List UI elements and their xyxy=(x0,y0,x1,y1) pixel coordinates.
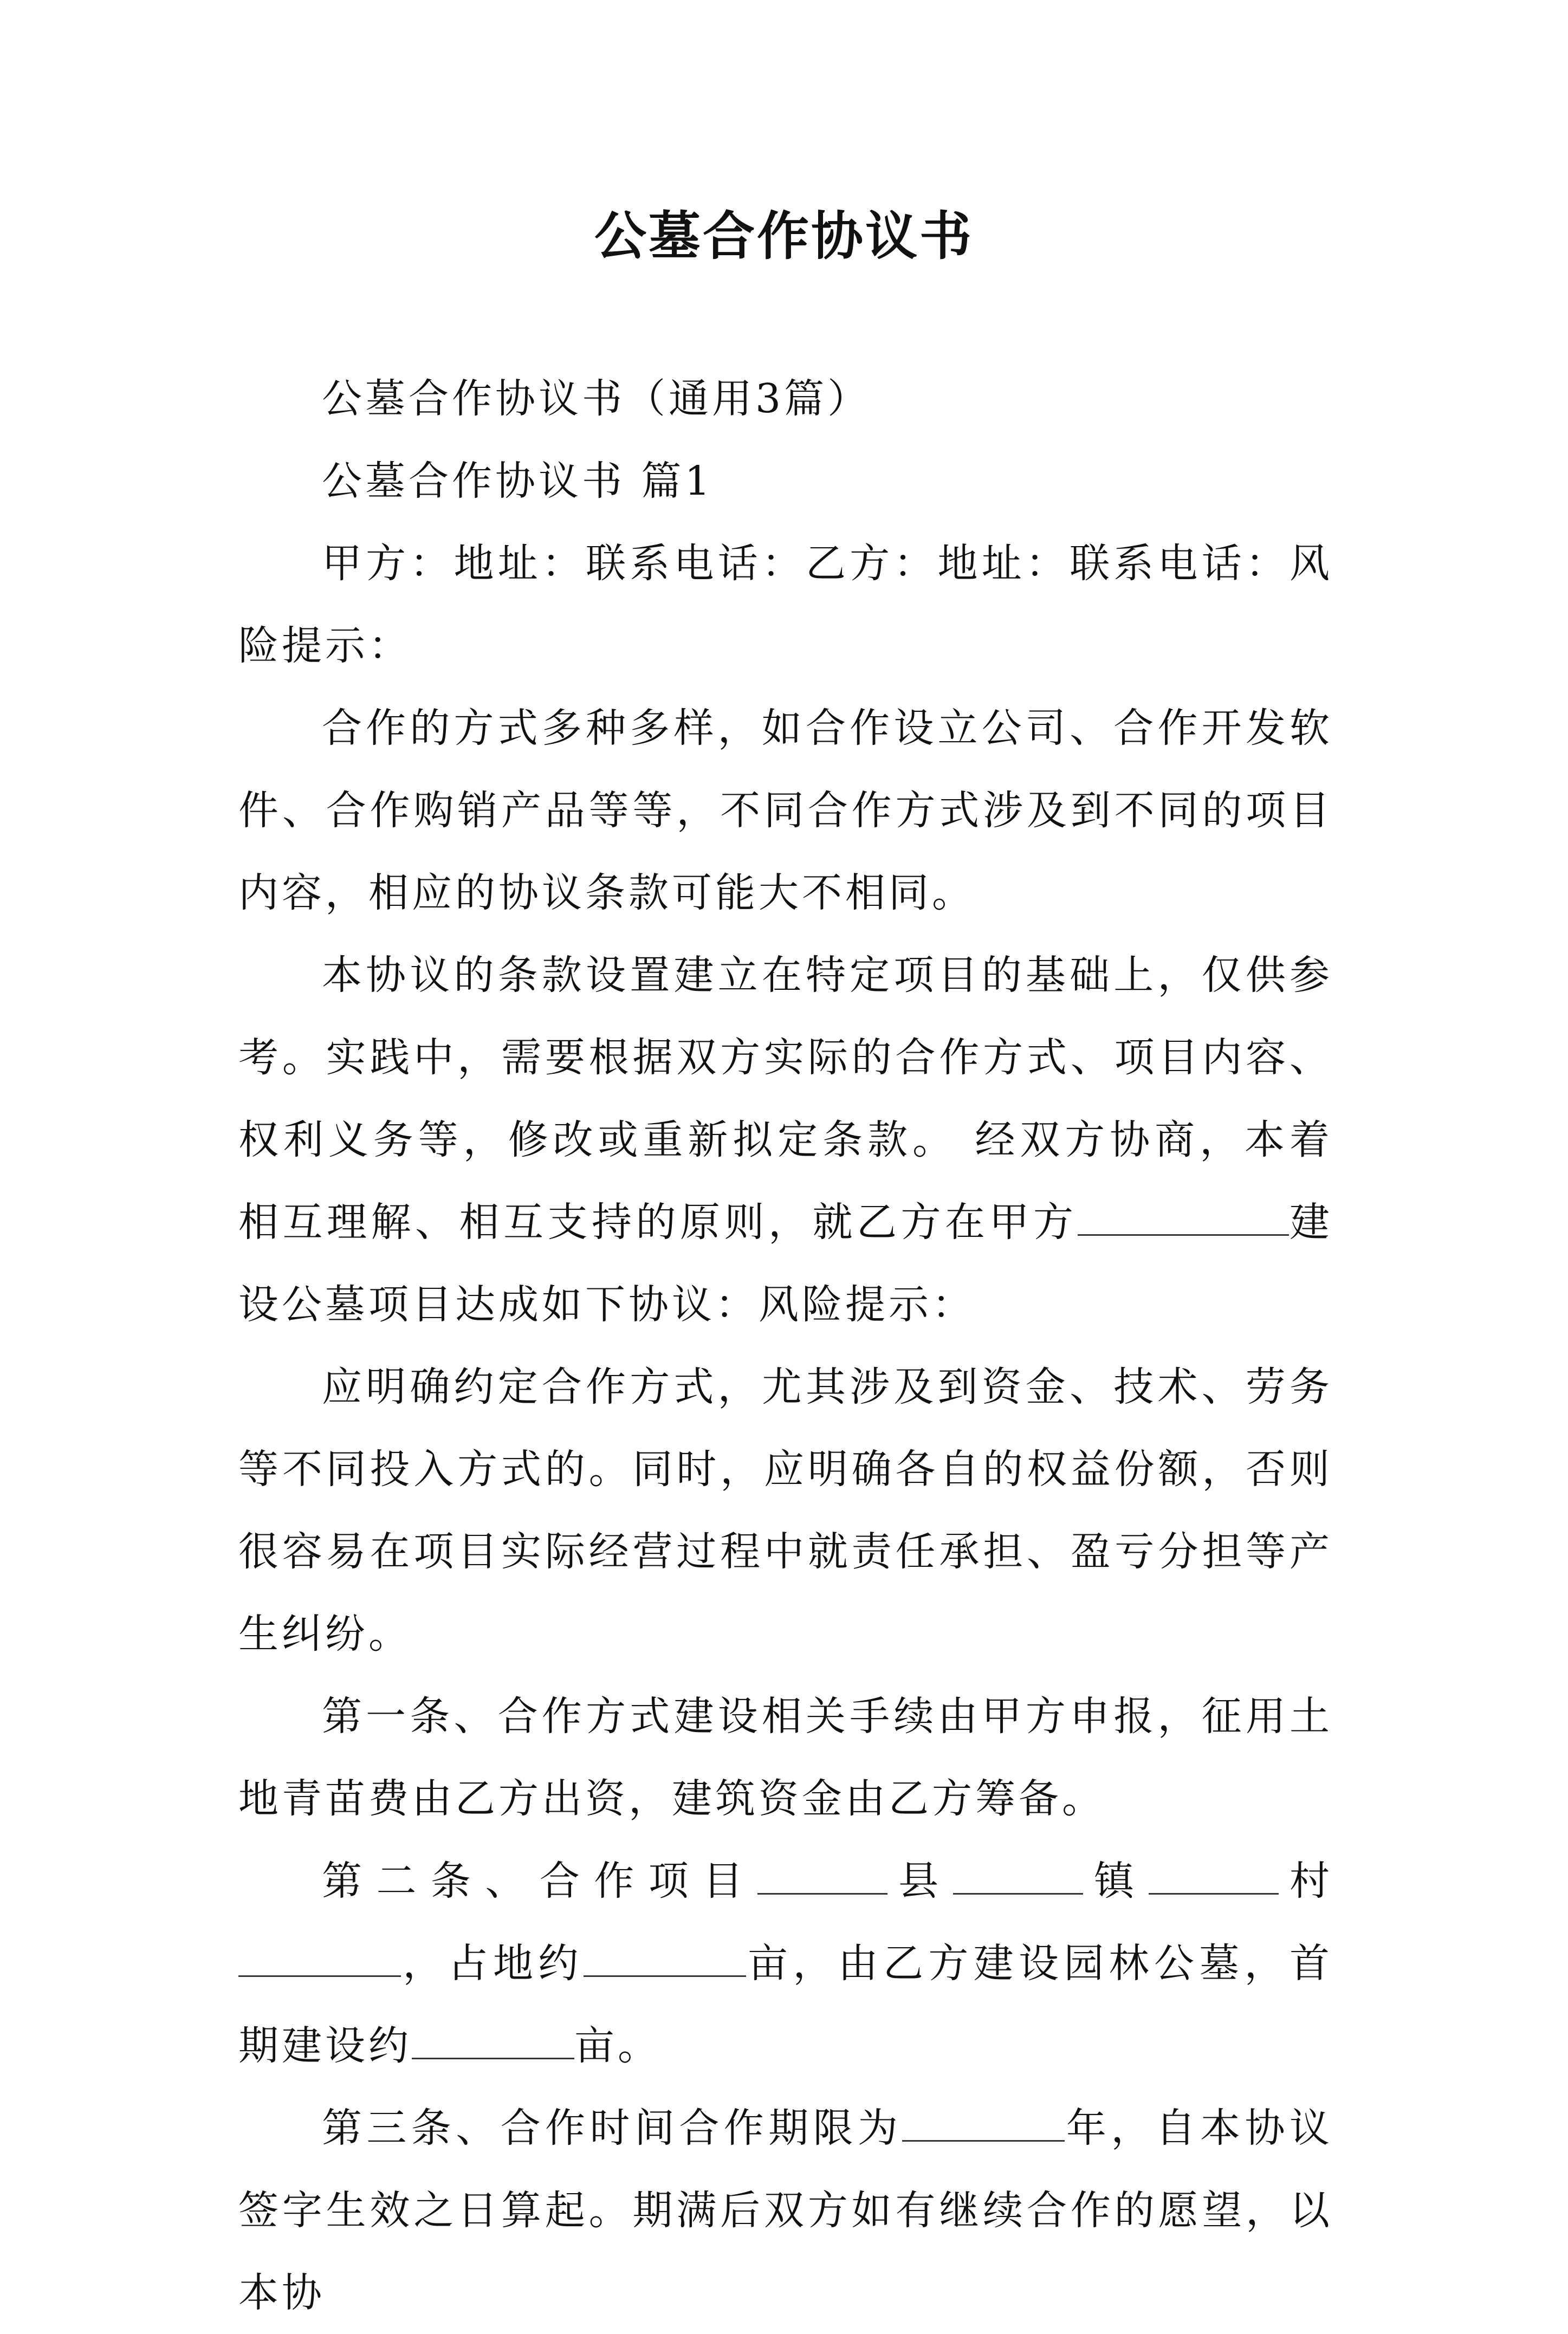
paragraph-terms xyxy=(238,934,1333,1346)
terms-text-end: 建设公墓项目达成如下协议：风险提示： xyxy=(238,1199,1333,1328)
paragraph-cooperation-methods: 合作的方式多种多样，如合作设立公司、合作开发软件、合作购销产品等等，不同合作方式涉及到不同的项目内容，相应的协议条款可能大不相同。 xyxy=(238,705,1333,916)
terms-text-start: 本协议的条款设置建立在特定项目的基础上，仅供参考。实践中，需要根据双方实际的合作方式、项目内容、权利义务等，修改或重新拟定条款。 经双方协商，本着相互理解、相互支持的原则，就乙方在甲方 xyxy=(238,952,1333,1246)
article-1: 第一条、合作方式建设相关手续由甲方申报，征用土地青苗费由乙方出资，建筑资金由乙方筹备。 xyxy=(238,1693,1333,1822)
article-3-text: 年，自本协议签字生效之日算起。期满后双方如有继续合作的愿望，以本协 xyxy=(238,2105,1333,2316)
document-title: 公墓合作协议书 xyxy=(594,205,974,267)
blank-town xyxy=(953,1855,1083,1895)
first-phase-label: 亩，由乙方建设园林公墓，首期建设约 xyxy=(238,1940,1333,2069)
blank-field xyxy=(1078,1196,1289,1236)
article-2-label: 第二条、合作项目 xyxy=(322,1858,757,1904)
blank-village-name xyxy=(238,1937,401,1977)
town-label: 镇 xyxy=(1083,1858,1149,1904)
article-3-label: 第三条、合作时间合作期限为 xyxy=(322,2105,903,2151)
area-label: ，占地约 xyxy=(401,1940,584,1987)
blank-first-phase xyxy=(412,2020,574,2059)
paragraph-risk-note: 应明确约定合作方式，尤其涉及到资金、技术、劳务等不同投入方式的。同时，应明确各自的权益份额，否则很容易在项目实际经营过程中就责任承担、盈亏分担等产生纠纷。 xyxy=(238,1364,1333,1657)
mu-label: 亩。 xyxy=(574,2022,661,2069)
subtitle: 公墓合作协议书（通用3篇） xyxy=(322,375,871,422)
blank-village xyxy=(1149,1855,1279,1895)
article-2 xyxy=(238,1840,1333,2087)
document-body xyxy=(238,358,1333,2334)
section-heading: 公墓合作协议书 篇1 xyxy=(322,458,714,504)
blank-area xyxy=(584,1937,746,1977)
village-label: 村 xyxy=(1278,1858,1333,1904)
blank-years xyxy=(902,2102,1065,2142)
article-3 xyxy=(238,2087,1333,2334)
county-label: 县 xyxy=(887,1858,953,1904)
paragraph-parties: 甲方：地址：联系电话：乙方：地址：联系电话：风险提示： xyxy=(238,540,1333,669)
blank-county xyxy=(757,1855,887,1895)
